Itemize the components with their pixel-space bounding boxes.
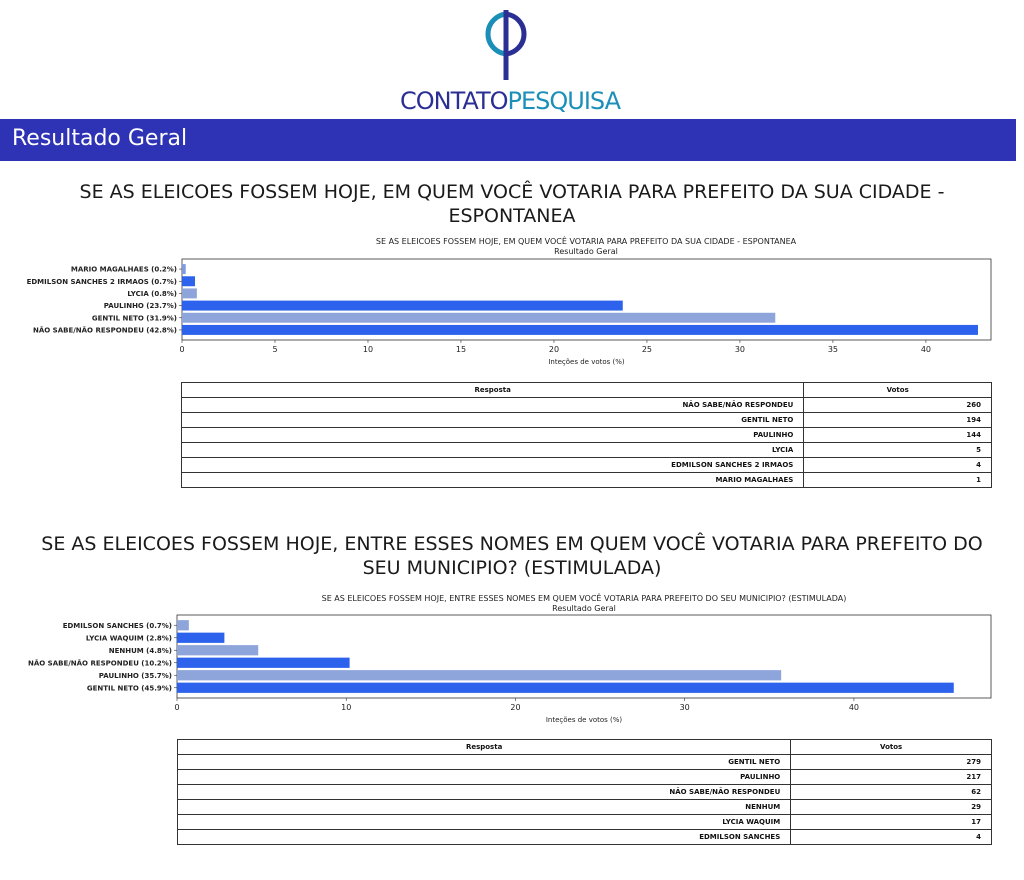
table-row: PAULINHO 217 [178,770,992,785]
brand-logo [400,6,620,114]
x-tick-label: 30 [679,703,690,712]
x-axis-label: Inteções de votos (%) [545,716,623,724]
y-tick-label: MARIO MAGALHAES (0.2%) [70,265,177,274]
y-tick-label: GENTIL NETO (45.9%) [86,684,172,693]
chart-title: SE AS ELEICOES FOSSEM HOJE, ENTRE ESSES NOMES EM QUEM VOCÊ VOTARIA PARA PREFEITO DO SEU MUNICIPIO? (ESTIMULADA) Resultado Geral [321,594,847,613]
bar [177,658,350,668]
table-row: LYCIA WAQUIM 17 [178,815,992,830]
y-tick-label: NENHUM (4.8%) [108,646,172,655]
table-row: GENTIL NETO 279 [178,755,992,770]
x-tick-label: 0 [179,345,185,354]
x-tick-label: 5 [272,345,278,354]
chart-title: SE AS ELEICOES FOSSEM HOJE, EM QUEM VOCÊ VOTARIA PARA PREFEITO DA SUA CIDADE - ESPONTANEA Resultado Geral [375,237,797,256]
spontaneous-bar-chart [0,258,1000,370]
stimulated-bar-chart [0,614,1000,726]
y-tick-label: LYCIA WAQUIM (2.8%) [85,634,172,643]
bar [182,276,195,286]
bar [182,264,186,274]
chart-svg [0,258,1000,370]
x-tick-label: 20 [548,345,560,354]
bar [182,288,197,298]
table-row: GENTIL NETO 194 [182,413,992,428]
y-tick-label: NÃO SABE/NÃO RESPONDEU (10.2%) [27,659,172,668]
table-row: EDMILSON SANCHES 2 IRMAOS 4 [182,458,992,473]
bar [177,645,258,655]
results-table-spontaneous [181,382,992,488]
x-tick-label: 20 [510,703,521,712]
x-tick-label: 30 [734,345,746,354]
x-tick-label: 35 [827,345,839,354]
bar [182,313,775,323]
x-tick-label: 15 [455,345,467,354]
results-table-stimulated [177,739,992,845]
table-row: PAULINHO 144 [182,428,992,443]
x-axis-label: Inteções de votos (%) [548,358,625,366]
brand-name: CONTATOPESQUISA [400,87,621,115]
question-heading-stimulated: SE AS ELEICOES FOSSEM HOJE, ENTRE ESSES NOMES EM QUEM VOCÊ VOTARIA PARA PREFEITO DO SEU MUNICIPIO? (ESTIMULADA) [41,533,983,579]
table-row: NENHUM 29 [178,800,992,815]
table-header-response: Resposta [182,383,804,398]
bar [177,620,189,630]
table-row: MARIO MAGALHAES 1 [182,473,992,488]
x-tick-label: 0 [174,703,180,712]
table-row: NÃO SABE/NÃO RESPONDEU 260 [182,398,992,413]
y-tick-label: PAULINHO (35.7%) [98,671,172,680]
x-tick-label: 10 [362,345,374,354]
table-header-votes: Votos [791,740,992,755]
y-tick-label: EDMILSON SANCHES (0.7%) [62,621,172,630]
bar [182,325,978,335]
y-tick-label: GENTIL NETO (31.9%) [91,314,177,323]
x-tick-label: 40 [920,345,932,354]
banner-title: Resultado Geral [12,126,188,151]
table-header-votes: Votos [804,383,992,398]
bar [177,633,224,643]
section-banner [0,119,1016,161]
x-tick-label: 25 [641,345,653,354]
y-tick-label: EDMILSON SANCHES 2 IRMAOS (0.7%) [26,277,177,286]
bar [177,670,781,680]
table-row: EDMILSON SANCHES 4 [178,830,992,845]
bar [182,301,623,311]
x-tick-label: 10 [341,703,352,712]
bar [177,683,954,693]
y-tick-label: NÃO SABE/NÃO RESPONDEU (42.8%) [32,326,177,335]
table-row: LYCIA 5 [182,443,992,458]
question-heading-spontaneous: SE AS ELEICOES FOSSEM HOJE, EM QUEM VOCÊ VOTARIA PARA PREFEITO DA SUA CIDADE - ESPONTANEA [79,181,945,227]
y-tick-label: LYCIA (0.8%) [127,289,177,298]
x-tick-label: 40 [848,703,860,712]
chart-svg [0,614,1000,726]
table-header-response: Resposta [178,740,791,755]
y-tick-label: PAULINHO (23.7%) [103,302,177,311]
logo-mark-icon [482,6,540,84]
table-row: NÃO SABE/NÃO RESPONDEU 62 [178,785,992,800]
